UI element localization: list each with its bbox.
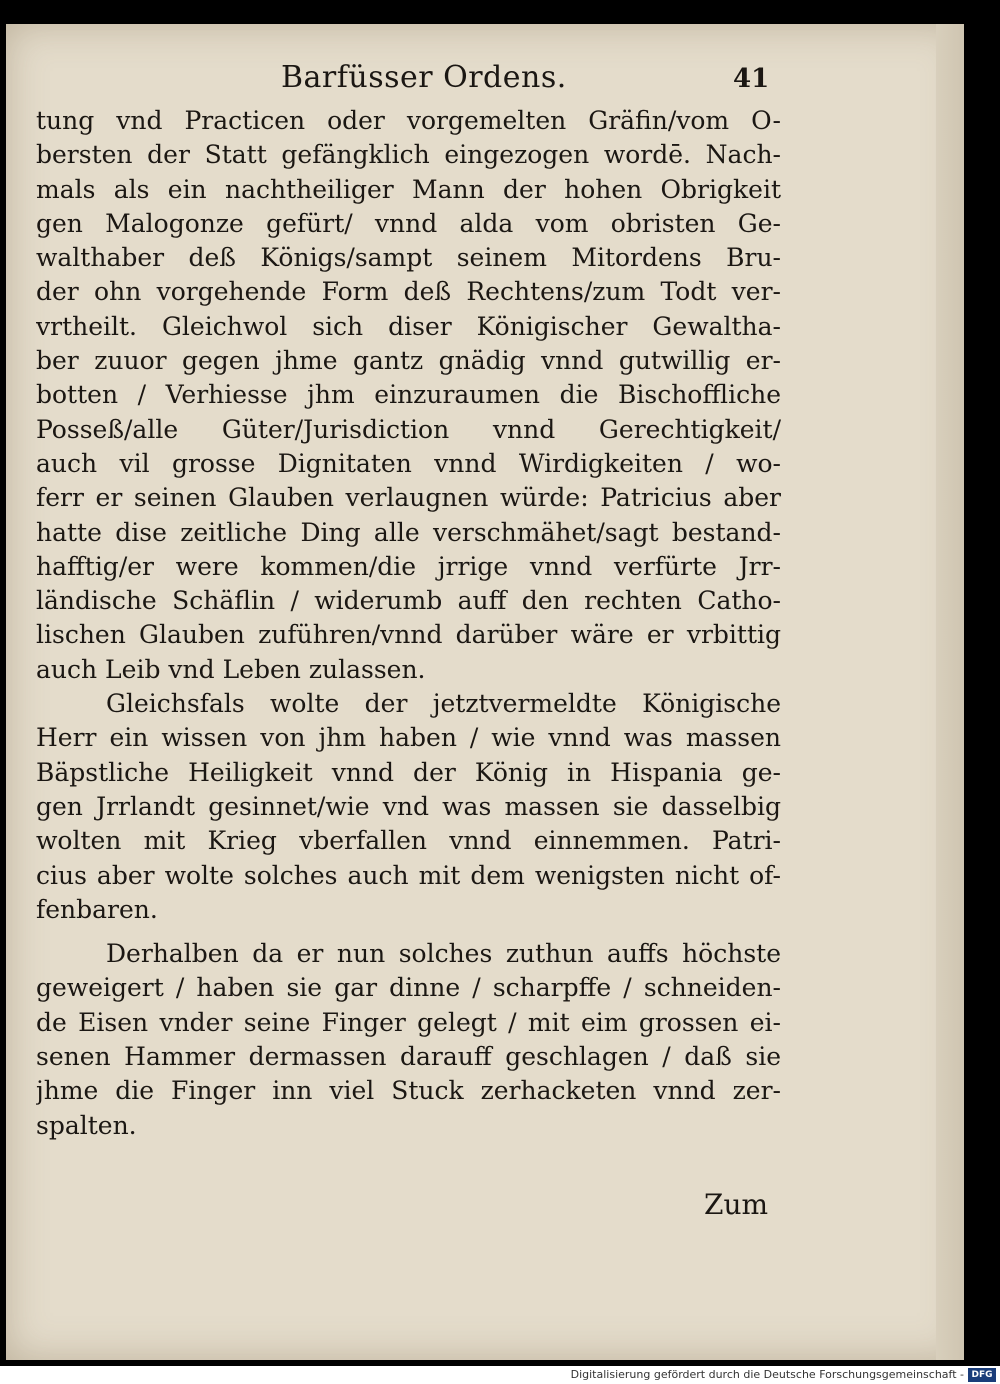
text-line: jhme die Finger inn viel Stuck zerhacketen vnnd zer- bbox=[36, 1076, 781, 1106]
text-line: vrtheilt. Gleichwol sich diser Königischer Gewaltha- bbox=[36, 311, 781, 341]
text-line: bersten der Statt gefängklich eingezogen wordē. Nach- bbox=[36, 140, 781, 170]
text-line: hatte dise zeitliche Ding alle verschmähet/sagt bestand- bbox=[36, 517, 781, 547]
paragraph-start: Gleichsfals wolte der jetztvermeldte Königische bbox=[106, 689, 781, 719]
text-line: tung vnd Practicen oder vorgemelten Gräfin/vom O- bbox=[36, 106, 781, 135]
text-line: auch vil grosse Dignitaten vnnd Wirdigkeiten / wo- bbox=[36, 448, 781, 478]
text-line: geweigert / haben sie gar dinne / scharpffe / schneiden- bbox=[36, 973, 781, 1003]
text-line: cius aber wolte solches auch mit dem wenigsten nicht of- bbox=[36, 860, 781, 890]
running-head bbox=[6, 60, 964, 100]
catchword: Zum bbox=[704, 1188, 769, 1221]
footer-credit: Digitalisierung gefördert durch die Deutsche Forschungsgemeinschaft - bbox=[570, 1368, 964, 1381]
text-line: hafftig/er were kommen/die jrrige vnnd verfürte Jrr- bbox=[36, 551, 781, 581]
text-line: ferr er seinen Glauben verlaugnen würde: Patricius aber bbox=[36, 483, 781, 513]
text-line: ländische Schäflin / widerumb auff den rechten Catho- bbox=[36, 586, 781, 616]
running-title: Barfüsser Ordens. bbox=[281, 60, 567, 95]
text-line: der ohn vorgehende Form deß Rechtens/zum Todt ver- bbox=[36, 277, 781, 307]
text-line: Bäpstliche Heiligkeit vnnd der König in Hispania ge- bbox=[36, 757, 781, 787]
paragraph-start: Derhalben da er nun solches zuthun auffs höchste bbox=[106, 939, 781, 969]
text-line: ber zuuor gegen jhme gantz gnädig vnnd gutwillig er- bbox=[36, 346, 781, 376]
text-line: gen Malogonze gefürt/ vnnd alda vom obristen Ge- bbox=[36, 208, 781, 238]
text-line: spalten. bbox=[36, 1110, 137, 1140]
text-line: lischen Glauben zuführen/vnnd darüber wäre er vrbittig bbox=[36, 620, 781, 650]
text-line: botten / Verhiesse jhm einzuraumen die Bischoffliche bbox=[36, 380, 781, 410]
digitization-footer bbox=[0, 1366, 1000, 1384]
text-line: senen Hammer dermassen darauff geschlagen / daß sie bbox=[36, 1042, 781, 1072]
text-line: walthaber deß Königs/sampt seinem Mitordens Bru- bbox=[36, 243, 781, 273]
text-line: Posseß/alle Güter/Jurisdiction vnnd Gerechtigkeit/ bbox=[36, 414, 781, 444]
text-line: Herr ein wissen von jhm haben / wie vnnd was massen bbox=[36, 723, 781, 753]
text-line: wolten mit Krieg vberfallen vnnd einnemmen. Patri- bbox=[36, 826, 781, 856]
text-line: auch Leib vnd Leben zulassen. bbox=[36, 654, 426, 684]
page-edge bbox=[936, 24, 964, 1360]
text-line: de Eisen vnder seine Finger gelegt / mit eim grossen ei- bbox=[36, 1007, 781, 1037]
book-page bbox=[6, 24, 964, 1360]
text-line: gen Jrrlandt gesinnet/wie vnd was massen sie dasselbig bbox=[36, 791, 781, 821]
folio-number: 41 bbox=[733, 64, 770, 94]
dfg-logo-icon: DFG bbox=[968, 1368, 996, 1382]
text-line: fenbaren. bbox=[36, 894, 158, 924]
text-block bbox=[36, 104, 781, 1143]
text-line: mals als ein nachtheiliger Mann der hohen Obrigkeit bbox=[36, 174, 781, 204]
